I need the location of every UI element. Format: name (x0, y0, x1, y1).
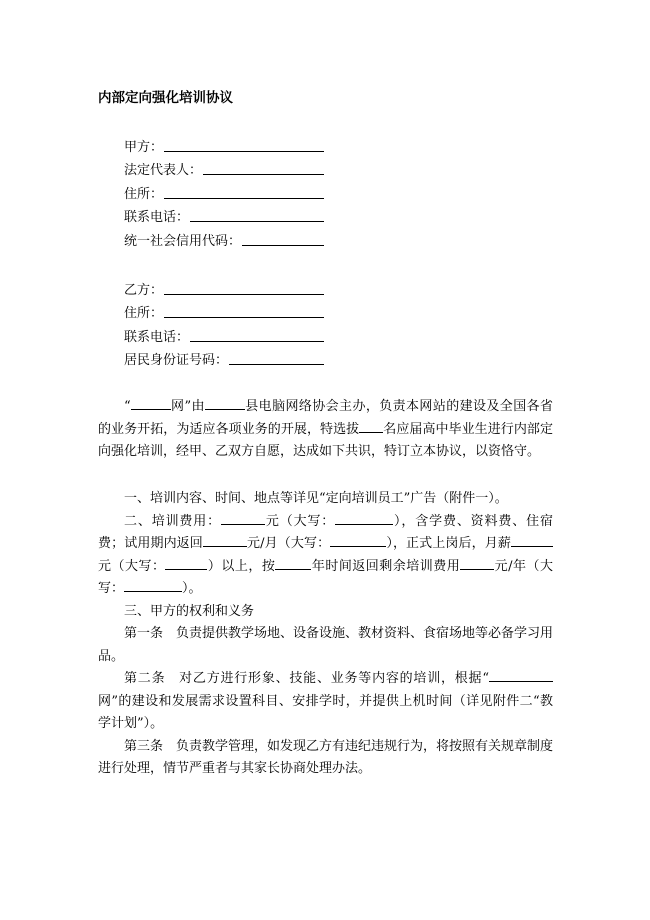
article-2: 第二条 对乙方进行形象、技能、业务等内容的培训，根据“网”的建设和发展需求设置科目、安排学时，并提供上机时间（详见附件二“教学计划”）。 (98, 668, 553, 736)
field-label: 联系电话： (124, 329, 190, 345)
blank-line (460, 556, 494, 570)
field-label: 住所： (124, 186, 164, 202)
blank-line (164, 303, 324, 318)
party-b-name-field (124, 274, 324, 298)
document-title: 内部定向强化培训协议 (98, 90, 233, 106)
field-label: 住所： (124, 306, 164, 321)
blank-line (165, 556, 207, 570)
party-b-phone-field (124, 321, 324, 345)
field-label: 法定代表人： (124, 163, 203, 178)
blank-line (164, 184, 324, 199)
clause-1: 一、培训内容、时间、地点等详见“定向培训员工”广告（附件一）。 (124, 491, 508, 506)
article-1: 第一条 负责提供教学场地、设备设施、教材资料、食宿场地等必备学习用品。 (98, 626, 554, 664)
blank-line (229, 350, 324, 365)
intro-paragraph: “ 网”由 县电脑网络协会主办，负责本网站的建设及全国各省的业务开拓，为适应各项业务的开展，特选拔 名应届高中毕业生进行内部定向强化培训，经甲、乙双方自愿，达成如下共识，特订立本协议，以资恪守。 (98, 396, 553, 464)
blank-line (164, 137, 324, 152)
blank-line (489, 668, 553, 682)
clauses-section (98, 488, 553, 781)
field-label: 统一社会信用代码： (124, 233, 242, 249)
blank-line (164, 280, 324, 295)
field-label: 乙方： (124, 282, 164, 298)
clause-2: 二、培训费用： 元（大写： ），含学费、资料费、住宿费；试用期内返回 元/月（大写： ），正式上岗后，月薪元（大写： ）以上，按 年时间返回剩余培训费用 元/年（大写： ）。 (98, 511, 553, 601)
party-b-id-number-field (124, 345, 324, 369)
party-a-name-field (124, 131, 324, 155)
clause-3-heading: 三、甲方的权利和义务 (124, 603, 255, 619)
blank-line (242, 231, 324, 246)
blank-line (124, 578, 182, 592)
blank-line (203, 533, 247, 547)
party-a-phone-field (124, 202, 324, 226)
field-label: 居民身份证号码： (124, 353, 229, 368)
blank-line (335, 511, 393, 525)
party-a-block (124, 131, 324, 249)
party-a-legal-rep-field (124, 155, 324, 179)
field-label: 甲方： (124, 139, 164, 155)
blank-line (330, 533, 386, 547)
party-a-credit-code-field (124, 225, 324, 249)
blank-line (205, 396, 245, 410)
party-b-block (124, 274, 324, 368)
blank-line (221, 511, 265, 525)
blank-line (190, 207, 324, 222)
blank-line (203, 160, 324, 175)
field-label: 联系电话： (124, 210, 190, 225)
blank-line (511, 533, 553, 547)
article-3: 第三条 负责教学管理，如发现乙方有违纪违规行为，将按照有关规章制度进行处理，情节严重者与其家长协商处理办法。 (98, 738, 554, 776)
blank-line (275, 556, 311, 570)
party-b-address-field (124, 298, 324, 322)
blank-line (190, 327, 324, 342)
blank-line (359, 419, 383, 433)
party-a-address-field (124, 178, 324, 202)
blank-line (131, 396, 171, 410)
